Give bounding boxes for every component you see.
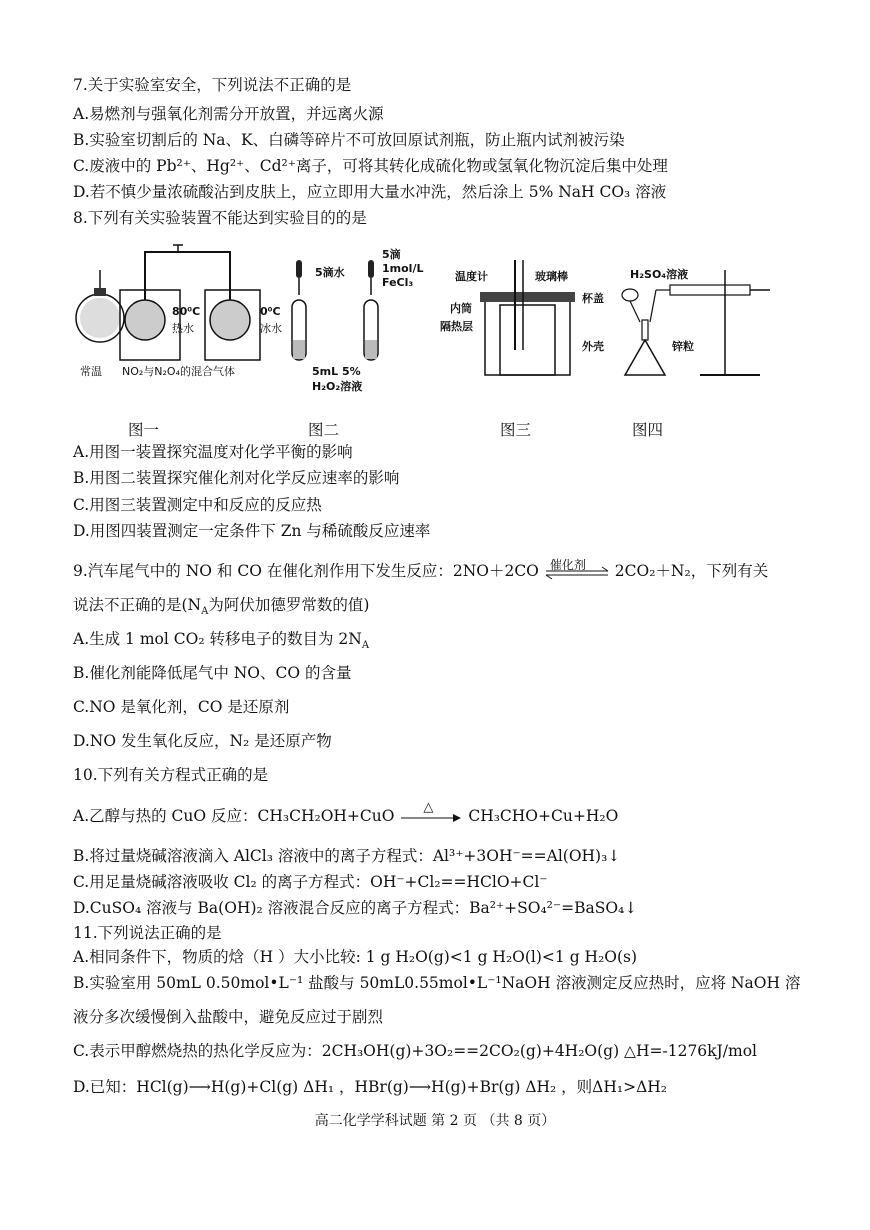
q9-option-c: C.NO 是氧化剂，CO 是还原剂 — [73, 698, 290, 716]
fig1-hot-water-label: 热水 — [172, 322, 194, 335]
q9-option-a — [73, 628, 369, 657]
fig2-drop-water-label: 5滴水 — [315, 266, 345, 279]
q10-option-d: D.CuSO₄ 溶液与 Ba(OH)₂ 溶液混合反应的离子方程式：Ba²⁺+SO₄²⁻=BaSO₄↓ — [73, 899, 638, 917]
q9-stem-line-2 — [73, 594, 369, 623]
q9-reversible-arrow — [544, 560, 610, 582]
fig4-zinc-label: 锌粒 — [672, 340, 694, 353]
q9-option-a-text: A.生成 1 mol CO₂ 转移电子的数目为 2N — [73, 630, 362, 648]
q11-option-b-line-1: B.实验室用 50mL 0.50mol•L⁻¹ 盐酸与 50mL0.55mol•L⁻¹NaOH 溶液测定反应热时，应将 NaOH 溶 — [73, 974, 801, 992]
q9-stem-pre: 9.汽车尾气中的 NO 和 CO 在催化剂作用下发生反应：2NO＋2CO — [73, 562, 539, 580]
fig3-thermometer-label: 温度计 — [455, 270, 488, 283]
q10-option-a-post: CH₃CHO+Cu+H₂O — [468, 807, 619, 825]
fig3-insulation-label: 隔热层 — [440, 320, 473, 333]
q9-option-a-sub: A — [361, 640, 370, 652]
q9-stem2-sub: A — [201, 606, 209, 618]
q7-option-c: C.废液中的 Pb²⁺、Hg²⁺、Cd²⁺离子，可将其转化成硫化物或氢氧化物沉淀后集中处理 — [73, 157, 668, 175]
q9-stem-line-1 — [73, 560, 768, 582]
q9-stem2-post: 为阿伏加德罗常数的值) — [208, 596, 370, 614]
q10-option-b: B.将过量烧碱溶液滴入 AlCl₃ 溶液中的离子方程式：Al³⁺+3OH⁻==Al(OH)₃↓ — [73, 847, 621, 865]
fig2-caption: 图二 — [308, 421, 340, 439]
q11-option-c: C.表示甲醇燃烧热的热化学反应为：2CH₃OH(g)+3O₂==2CO₂(g)+4H₂O(g) △H=-1276kJ/mol — [73, 1042, 757, 1060]
q9-stem2: 说法不正确的是(N — [73, 596, 202, 614]
fig1-cold-temp-label: 0⁰C — [260, 305, 281, 318]
q9-stem-post: 2CO₂＋N₂，下列有关 — [614, 562, 769, 580]
fig2-fecl3-label-1: 5滴 — [382, 248, 401, 261]
q11-stem: 11.下列说法正确的是 — [73, 924, 222, 942]
q9-option-b: B.催化剂能降低尾气中 NO、CO 的含量 — [73, 664, 352, 682]
fig2-fecl3-label-2: 1mol/L — [382, 262, 424, 275]
fig1-ice-water-label: 冰水 — [260, 322, 282, 335]
q8-option-c: C.用图三装置测定中和反应的反应热 — [73, 496, 322, 514]
q11-option-b-line-2: 液分多次缓慢倒入盐酸中，避免反应过于剧烈 — [73, 1008, 384, 1026]
q11-option-d: D.已知：HCl(g)⟶H(g)+Cl(g) ΔH₁ ，HBr(g)⟶H(g)+Br(g) ΔH₂ ，则ΔH₁>ΔH₂ — [73, 1078, 668, 1096]
fig3-inner-label: 内筒 — [450, 302, 472, 315]
q7-option-d: D.若不慎少量浓硫酸沾到皮肤上，应立即用大量水冲洗，然后涂上 5% NaH CO₃ 溶液 — [73, 183, 667, 201]
q10-stem: 10.下列有关方程式正确的是 — [73, 766, 269, 784]
q9-catalyst-label: 催化剂 — [549, 558, 586, 572]
reaction-arrow-icon — [399, 805, 463, 827]
figure-1-equilibrium-apparatus — [76, 245, 282, 378]
figure-2-catalyst-apparatus — [292, 247, 423, 393]
fig3-shell-label: 外壳 — [582, 340, 604, 353]
q11-option-a: A.相同条件下，物质的焓（H ）大小比较: 1 g H₂O(g)<1 g H₂O(l)<1 g H₂O(s) — [73, 948, 638, 966]
q8-apparatus-figure — [60, 240, 820, 440]
figure-3-calorimeter — [440, 260, 604, 375]
q10-option-a-pre: A.乙醇与热的 CuO 反应：CH₃CH₂OH+CuO — [73, 807, 395, 825]
fig1-caption: 图一 — [128, 421, 160, 439]
q10-option-c: C.用足量烧碱溶液吸收 Cl₂ 的离子方程式：OH⁻+Cl₂==HClO+Cl⁻ — [73, 873, 548, 891]
q9-option-d: D.NO 发生氧化反应，N₂ 是还原产物 — [73, 732, 332, 750]
fig3-caption: 图三 — [500, 421, 532, 439]
q7-stem: 7.关于实验室安全，下列说法不正确的是 — [73, 76, 352, 94]
q8-option-d: D.用图四装置测定一定条件下 Zn 与稀硫酸反应速率 — [73, 522, 431, 540]
q10-heat-symbol: △ — [423, 800, 434, 815]
q8-stem: 8.下列有关实验装置不能达到实验目的的是 — [73, 209, 367, 227]
fig1-room-temp-label: 常温 — [80, 365, 102, 378]
q8-option-b: B.用图二装置探究催化剂对化学反应速率的影响 — [73, 469, 400, 487]
figure-4-rate-apparatus — [622, 267, 770, 375]
fig3-lid-label: 杯盖 — [582, 292, 604, 305]
fig3-glass-rod-label: 玻璃棒 — [535, 270, 568, 283]
q10-option-a — [73, 800, 619, 827]
fig4-caption: 图四 — [632, 421, 664, 439]
q8-option-a: A.用图一装置探究温度对化学平衡的影响 — [73, 443, 353, 461]
fig2-h2o2-label-1: 5mL 5% — [312, 365, 361, 378]
equilibrium-arrow-icon — [544, 560, 610, 582]
q7-option-b: B.实验室切割后的 Na、K、白磷等碎片不可放回原试剂瓶，防止瓶内试剂被污染 — [73, 131, 625, 149]
page-footer: 高二化学学科试题 第 2 页 （共 8 页） — [314, 1113, 556, 1129]
fig4-acid-label: H₂SO₄溶液 — [630, 268, 689, 281]
q10-heat-arrow — [399, 800, 463, 827]
fig1-hot-temp-label: 80⁰C — [172, 305, 201, 318]
fig2-h2o2-label-2: H₂O₂溶液 — [312, 380, 363, 393]
fig1-gas-label: NO₂与N₂O₄的混合气体 — [122, 365, 236, 378]
fig2-fecl3-label-3: FeCl₃ — [382, 276, 414, 289]
q7-option-a: A.易燃剂与强氧化剂需分开放置，并远离火源 — [73, 105, 384, 123]
